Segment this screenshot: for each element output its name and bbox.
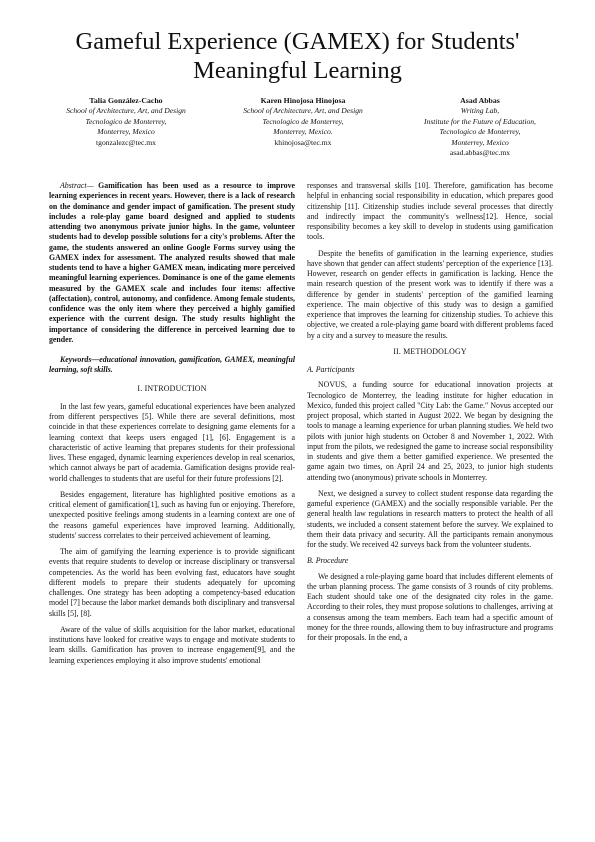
author-affiliation: Institute for the Future of Education, bbox=[424, 116, 536, 126]
paragraph: Next, we designed a survey to collect student response data regarding the gameful experience (GAMEX) and the socially responsible variable. Per the general health law regulations in research matters to protect the health of all students, we included a consent statement before the survey. We explained to them their data privacy and security. All the participants remain anonymous for the study. We received 42 surveys back from the volunteer students. bbox=[307, 488, 553, 549]
section-heading-methodology: II. METHODOLOGY bbox=[393, 346, 467, 356]
paragraph: We designed a role-playing game board that includes different elements of the urban planning process. The game consists of 3 rounds of city problems. Each student should take one of the designated city roles in the game. According to their roles, they must propose solutions to challenges, arriving at a consensus among the team members. Each team had a specific amount of money for the three rounds, allowing them to buy infrastructure and programs for their proposals. In the end, a bbox=[307, 571, 553, 642]
author-2 bbox=[217, 96, 389, 158]
paragraph: NOVUS, a funding source for educational innovation projects at Tecnologico de Monterrey, the leading institute for higher education in Mexico, funded this project called "City Lab: the Game." Novus accepted our project proposal, which started in August 2022. We began by designing the tools to manage a learning experience for urban planning studies. We held two pilots with junior high students on October 8 and November 1, 2022. With input from the pilots, we redesigned the game to increase social responsibility in students and give them a better gamified experience. We presented the game again two times, on April 24 and 25, 2023, to junior high students attending two (anonymous) private schools in Monterrey. bbox=[307, 380, 554, 482]
author-affiliation: Tecnologico de Monterrey, bbox=[85, 116, 167, 126]
author-name: Talia González-Cacho bbox=[89, 96, 163, 105]
section-heading-introduction: I. INTRODUCTION bbox=[137, 383, 207, 393]
paragraph: responses and transversal skills [10]. Therefore, gamification has become helpful in enhancing social responsibility in education, which prepares good citizenship [11]. Citizenship studies include several processes that directly and indirectly impact the community's wellness[12]. Hence, social responsibility becomes a key skill to develop in students using gamification tools. bbox=[307, 181, 553, 242]
author-email[interactable]: asad.abbas@tec.mx bbox=[449, 148, 511, 158]
author-affiliation: Tecnologico de Monterrey, bbox=[262, 116, 344, 126]
paragraph: Besides engagement, literature has highlighted positive emotions as a critical element of gamification[1], such as having fun or enjoying. Therefore, unexpected positive feelings among students in a learning context are one of the reasons gameful experiences have improved learning. Additionally, students' success correlates to their perceived achievement of learning. bbox=[49, 489, 295, 540]
author-affiliation: Tecnologico de Monterrey, bbox=[439, 127, 521, 137]
author-3 bbox=[394, 96, 566, 158]
author-1 bbox=[40, 96, 212, 158]
abstract bbox=[49, 181, 295, 345]
author-name: Asad Abbas bbox=[460, 96, 500, 105]
author-affiliation: Writing Lab, bbox=[460, 106, 500, 116]
paragraph: Aware of the value of skills acquisition for the labor market, educational institutions have looked for creative ways to engage and motivate students to learn skills. Gamification has proven to increase engagement[9], and the learning experiences employing it also improve students' emotional bbox=[49, 624, 295, 665]
author-affiliation: School of Architecture, Art, and Design bbox=[243, 106, 363, 116]
paragraph: Despite the benefits of gamification in the learning experience, studies have shown that gender can affect students' perception of the experience [13]. However, research on gender effects in gamification is lacking. Hence the main research question of the present work was to identify if there was a difference by gender in students' perception of the gamified learning experience. The main objective of this study was to design a gamified experience that improves the learning for citizenship studies. To achieve this objective, we created a role-playing game board with different problems faced by a city and a survey to measure the results. bbox=[307, 248, 553, 340]
author-affiliation: Monterrey, Mexico bbox=[97, 127, 155, 137]
right-column bbox=[307, 181, 553, 649]
paragraph: In the last few years, gameful educational experiences have been analyzed from different perspectives [5]. While there are several definitions, most coincide in that these experiences correlate to designing game elements for a learning context that keeps users engaged [1], [6]. Engagement is a characteristic of active learning that prepares students for their professional lives. These engaged, dynamic learning experiences develop in real scenarios, which cannot always be part of academia. Gamification designs provide real-world challenges to students that are useful for their future professions [2]. bbox=[49, 401, 295, 483]
paragraph: The aim of gamifying the learning experience is to provide significant events that require students to develop or increase disciplinary or transversal competencies. As the world has been evolving fast, educators have sought different models to prepare their students adequately for upcoming challenges. One strategy has been adopting a competency-based education model [7] because the labor market demands both disciplinary and transversal skills [5], [8]. bbox=[49, 547, 295, 618]
author-email[interactable]: tgonzalezc@tec.mx bbox=[96, 137, 156, 147]
keywords: Keywords—educational innovation, gamification, GAMEX, meaningful learning, soft skills. bbox=[49, 355, 295, 375]
author-affiliation: School of Architecture, Art, and Design bbox=[66, 106, 186, 116]
paper-title: Gameful Experience (GAMEX) for Students' Meaningful Learning bbox=[75, 28, 520, 84]
author-name: Karen Hinojosa Hinojosa bbox=[260, 96, 346, 105]
author-email[interactable]: khinojosa@tec.mx bbox=[274, 137, 332, 147]
author-affiliation: Monterrey, Mexico. bbox=[273, 127, 333, 137]
left-column bbox=[49, 181, 295, 672]
subsection-heading-participants: A. Participants bbox=[307, 365, 355, 374]
author-affiliation: Monterrey, Mexico bbox=[451, 137, 509, 147]
subsection-heading-procedure: B. Procedure bbox=[307, 556, 349, 566]
author-block bbox=[40, 96, 566, 158]
abstract-label: Abstract— bbox=[60, 181, 99, 190]
abstract-text: Gamification has been used as a resource to improve learning experiences in recent years. However, there is a lack of research on the dominance and gender impact of gamification. The present study includes a role-play game board designed and applied to students attending two anonymous private junior highs. In the game, volunteer students had to develop possible solutions for a city's problems. After the game, the students answered an online Google Forms survey using the GAMEX index for assessment. The analyzed results showed that male students tend to have a higher GAMEX mean, indicating more perceived meaningful learning experiences. Dominance is one of the game elements measured by the GAMEX scale and includes four items: affective (affectation), control, autonomy, and confidence. Among female students, confidence was the only item where they perceived a highly gamified experience with the current design. The study results highlight the importance of considering the difference in perceived learning due to gender. bbox=[49, 181, 296, 344]
